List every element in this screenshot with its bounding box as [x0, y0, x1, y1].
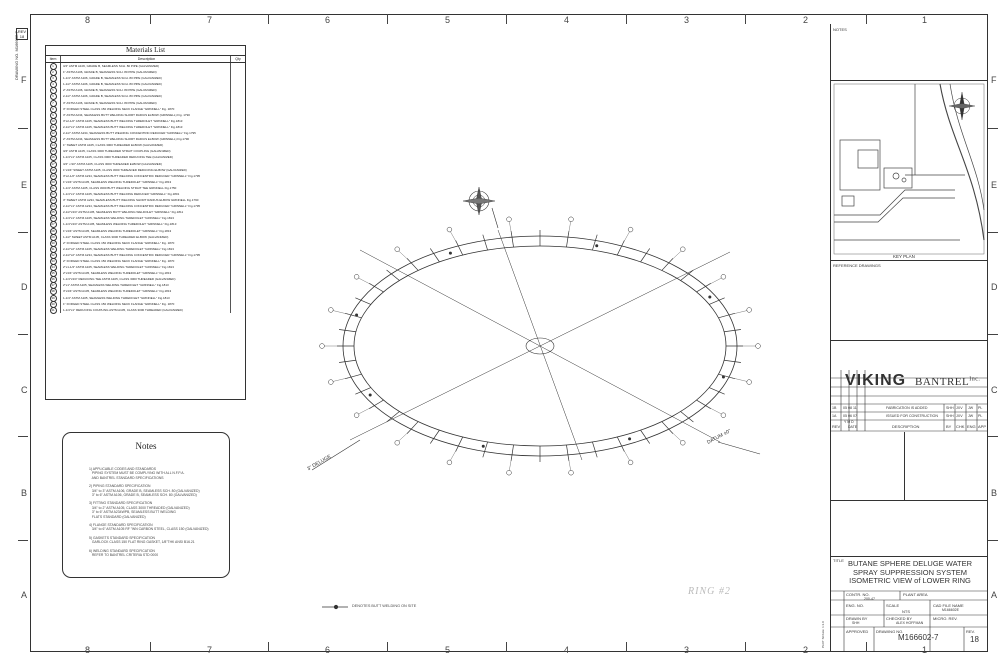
- callout-bubble: [756, 344, 761, 349]
- item-number-bubble: 10: [51, 118, 55, 123]
- callout-leader: [671, 431, 681, 441]
- rev-header-chk: CHK: [956, 424, 965, 429]
- rev-header-by: BY: [946, 424, 952, 429]
- ring-tick-mark: [592, 235, 597, 250]
- materials-description: 2"x1-1/4" ASTM A105, SEAMLESS WELDING THREDOLET "GRINNELL" Fig.1813: [61, 264, 231, 270]
- revision-app: PL: [978, 406, 983, 410]
- drawing-no-label: DRAWING NO.: [876, 629, 904, 634]
- rev-header-date: DATE: [848, 425, 858, 429]
- zone-letter: C: [991, 385, 998, 395]
- drawn-by-label: DRAWN BY: [846, 616, 868, 621]
- panel-rule: [830, 556, 988, 557]
- revision-eng: JW: [968, 414, 974, 418]
- side-drawing-number: DRAWING NO. M166602-7: [14, 31, 19, 80]
- item-number-bubble: 1: [50, 63, 57, 70]
- callout-bubble: [328, 380, 333, 385]
- contract-no-value: 200-47: [864, 597, 875, 601]
- col-description-header: Description: [61, 56, 231, 62]
- item-number-bubble: 3: [50, 75, 57, 82]
- item-number-bubble: 34: [51, 265, 55, 270]
- scale-value: NTS: [902, 609, 910, 614]
- materials-description: 2-1/2"x2" ASTM A105, SEAMLESS WELDING THREDOLET "GRINNELL" Fig.1813: [61, 246, 231, 252]
- zone-number: 6: [325, 15, 331, 25]
- zone-number: 8: [85, 645, 91, 655]
- materials-description: 2" ASTM A234, SEAMLESS BUTT WELDING SHORT RADIUS ELBOW (GRINNELL) Fig.1790: [61, 136, 231, 142]
- checked-by-value: ALEX HOFFMAN: [896, 621, 924, 625]
- callout-bubble: [447, 227, 452, 232]
- item-number-bubble: 2: [50, 69, 57, 76]
- key-plan-label: KEY PLAN: [893, 254, 915, 259]
- materials-description: 3" ASTM A106, GRADE B, SEAMLESS SCH. 80 PIPE (GALVANIZED): [61, 100, 231, 106]
- callout-bubble: [721, 274, 726, 279]
- notes-title: Notes: [135, 441, 157, 451]
- callout-bubble: [447, 460, 452, 465]
- callout-leader: [671, 251, 681, 261]
- col-item-header: Item: [46, 56, 61, 62]
- materials-description: 2-1/2" ASTM A234, SEAMLESS BUTT WELDING CONCENTRIC REDUCER "GRINNELL" Fig.1795: [61, 130, 231, 136]
- zone-number: 3: [684, 645, 690, 655]
- materials-description: 1"x3/4" SWEET ASTM A105, CLASS 3000 THREADED REDUCING ELBOW (GALVANIZED): [61, 167, 231, 173]
- materials-description: 2-1/2"x1" ASTM A234, SEAMLESS BUTT WELDING CONCENTRIC REDUCER "GRINNELL" Fig.1795: [61, 203, 231, 209]
- note-item: 3) FITTING STANDARD SPECIFICATION 3/4" to 2" ASTM A105, CLASS 3000 THREADED (GALVANIZED) 3" to 6" ASTM A234WPB, SEAMLESS BUTT WELDING FLATS STANDARD (GALVANIZED): [89, 501, 190, 519]
- zone-number: 7: [207, 645, 213, 655]
- item-number-bubble: 22: [51, 191, 55, 196]
- callout-leader: [732, 311, 747, 315]
- materials-description: 1-1/4"x3/4" ASTM A105, SEAMLESS WELDING THREDOLET "GRINNELL" Fig.1813: [61, 221, 231, 227]
- butt-weld-dot: [722, 376, 725, 379]
- butt-weld-dot: [355, 313, 358, 316]
- materials-description: 2" FORGED STEEL CLASS 150 WELDING NECK FLANGE "GRINNELL" Fig. 1870: [61, 258, 231, 264]
- callout-bubble: [569, 217, 574, 222]
- plant-area-label: PLANT AREA: [903, 592, 928, 597]
- rev-header-eng: ENG: [967, 424, 976, 429]
- note-item: 6) WELDING STANDARD SPECIFICATION REFER TO BANTREL CRITERIA STD 0000: [89, 548, 159, 557]
- item-number-bubble: 14: [51, 143, 55, 148]
- panel-rule: [830, 340, 988, 341]
- revision-chk: JXV: [956, 414, 963, 418]
- riser-label: 3" DELUGE: [306, 453, 333, 473]
- zone-number: 8: [85, 15, 91, 25]
- zone-letter: B: [991, 488, 998, 498]
- callout-leader: [358, 278, 371, 285]
- item-number-bubble: 16: [51, 155, 55, 160]
- zone-letter: E: [21, 180, 28, 190]
- revision-by: SHH: [946, 406, 954, 410]
- zone-number: 3: [684, 15, 690, 25]
- callout-leader: [708, 407, 721, 414]
- revision-desc: ISSUED FOR CONSTRUCTION: [886, 414, 938, 418]
- zone-number: 1: [922, 645, 928, 655]
- butt-weld-dot: [482, 445, 485, 448]
- callout-bubble: [628, 227, 633, 232]
- butt-weld-dot: [449, 252, 452, 255]
- materials-list-title: Materials List: [46, 46, 245, 56]
- callout-leader: [358, 407, 371, 414]
- ring-tick-mark: [430, 430, 439, 443]
- item-number-bubble: 30: [51, 240, 55, 245]
- ring-tick-mark: [592, 442, 597, 457]
- zone-letter: A: [21, 590, 28, 600]
- note-item: 2) PIPING STANDARD SPECIFICATION 3/4" to 3" ASTM A106, GRADE B, SEAMLESS SCH. 80 (GALVANIZED) 3" to 6" ASTM A106, GRADE B, SEAMLESS SCH. 80 (GALVANIZED): [89, 484, 200, 497]
- materials-description: 1-1/4" ASTM A105, CLASS 3000 BUTT WELDING STRAIT TEE GRINNELL Fig.1750: [61, 185, 231, 191]
- drawing-title: [832, 560, 988, 586]
- materials-description: 3" SWEET ASTM A234, SEAMLESS BUTT WELDING SHORT RADIUS ELBOW GRINNELL Fig.1790: [61, 197, 231, 203]
- materials-description: 1-1/2" SWEET ASTM A105, CLASS 3000 THREADED ELBOW (GALVANIZED): [61, 234, 231, 240]
- item-number-bubble: 27: [51, 222, 55, 227]
- item-number-bubble: 7: [50, 100, 57, 107]
- panel-rule: [904, 432, 905, 500]
- materials-description: 1-1/4"x1" ASTM A105, SEAMLESS WELDING THREDOLET "GRINNELL" Fig.1813: [61, 215, 231, 221]
- callout-bubble: [354, 274, 359, 279]
- zone-letter: F: [21, 75, 27, 85]
- zone-number: 4: [564, 645, 570, 655]
- materials-description: 1-1/4"x3/4" REDUCING TEE ASTM A105, CLASS 3000 THREADED (GALVANIZED): [61, 276, 231, 282]
- rev-header-ymd: Y M D: [844, 420, 854, 424]
- legend-butt-weld: DENOTES BUTT WELDING ON SITE: [352, 604, 417, 608]
- drawing-no-value: M166602-7: [898, 633, 939, 642]
- materials-description: 3" FORGED STEEL CLASS 150 WELDING NECK FLANGE "GRINNELL" Fig. 1870: [61, 106, 231, 112]
- item-number-bubble: 28: [51, 228, 55, 233]
- callout-leader: [732, 378, 747, 382]
- callout-leader: [509, 458, 511, 471]
- materials-description: 3/4" x 90° ASTM A105, CLASS 3000 THREADED ELBOW (GALVANIZED): [61, 161, 231, 167]
- materials-description: 3" ASTM A234, SEAMLESS BUTT WELDING SHORT RADIUS ELBOW (GRINNELL) Fig. 1790: [61, 112, 231, 118]
- note-item: 1) APPLICABLE CODES AND STANDARDS PIPING SYSTEM MUST BE COMPLYING WITH ALL N.F.P.A. AND BANTREL STANDARD SPECIFICATIONS: [89, 467, 185, 480]
- drawn-by-value: SHH: [852, 621, 860, 625]
- zone-number: 1: [922, 15, 928, 25]
- title-line-2: SPRAY SUPPRESSION SYSTEM: [853, 567, 967, 577]
- title-label: TITLE: [833, 558, 844, 563]
- callout-bubble: [507, 217, 512, 222]
- callout-leader: [623, 449, 630, 461]
- revision-date: 05 08 11: [843, 406, 857, 410]
- item-number-bubble: 31: [51, 246, 55, 251]
- callout-leader: [399, 251, 409, 261]
- materials-description: 1" FORGED STEEL CLASS 150 WELDING NECK FLANGE "GRINNELL" Fig. 1870: [61, 301, 231, 307]
- callout-bubble: [507, 470, 512, 475]
- revision-eng: JW: [968, 406, 974, 410]
- callout-bubble: [721, 413, 726, 418]
- datum-label: DATUM ±0": [706, 428, 732, 446]
- zone-number: 7: [207, 15, 213, 25]
- item-number-bubble: 39: [51, 295, 55, 300]
- ring-tick-mark: [641, 430, 650, 443]
- materials-description: 3/4" ASTM A106, GRADE B, SEAMLESS SCH. 80 PIPE (GALVANIZED): [61, 63, 231, 69]
- panel-rule: [830, 500, 988, 501]
- zone-letter: A: [991, 590, 998, 600]
- item-number-bubble: 13: [51, 137, 55, 142]
- item-number-bubble: 15: [51, 149, 55, 154]
- butt-weld-dot: [595, 244, 598, 247]
- callout-leader: [568, 221, 570, 234]
- callout-leader: [509, 221, 511, 234]
- zone-number: 2: [803, 15, 809, 25]
- revision-rev: 1B: [832, 406, 837, 410]
- north-arrow-icon: [463, 187, 495, 215]
- side-plot-scale: PLOT SCALE: 1:1.0: [821, 621, 825, 648]
- materials-description: 2-1/2" ASTM A106, GRADE B, SEAMLESS SCH. 80 PIPE (GALVANIZED): [61, 93, 231, 99]
- materials-description: 1"x3/4" ASTM A105, SEAMLESS WELDING THREDOLET "GRINNELL" Fig.1813: [61, 179, 231, 185]
- callout-leader: [450, 231, 457, 243]
- callout-bubble: [328, 308, 333, 313]
- item-number-bubble: 40: [51, 301, 55, 306]
- callout-leader: [623, 231, 630, 243]
- item-number-bubble: 9: [50, 112, 57, 119]
- micro-rev-label: MICRO. REV.: [933, 616, 958, 621]
- materials-description: 1" ASTM A106, GRADE B, SEAMLESS SCH. 80 PIPE (GALVANIZED): [61, 69, 231, 75]
- ring-tick-mark: [641, 248, 650, 261]
- checked-by-label: CHECKED BY: [886, 616, 913, 621]
- materials-description: 2"x3/4" ASTM A105, SEAMLESS WELDING THREDOLET "GRINNELL" Fig.1813: [61, 270, 231, 276]
- reference-drawings-label: REFERENCE DRAWINGS: [833, 263, 881, 268]
- butt-weld-dot: [628, 437, 631, 440]
- item-number-bubble: 21: [51, 185, 55, 190]
- bantrel-logo: $BANTREL^{Inc.}$: [915, 376, 981, 388]
- panel-rule: [830, 80, 988, 81]
- callout-bubble: [628, 460, 633, 465]
- scale-label: SCALE: [886, 603, 900, 608]
- rev-header-description: DESCRIPTION: [892, 424, 920, 429]
- materials-description: 2"x1" ASTM A105, SEAMLESS WELDING THREDOLET "GRINNELL" Fig.1813: [61, 282, 231, 288]
- materials-description: 3/4" ASTM A105, CLASS 3000 THREADED STRAIT COUPLING (GALVANIZED): [61, 148, 231, 154]
- callout-leader: [333, 378, 348, 382]
- materials-description: 1-1/4"x1" ASTM A105, SEAMLESS BUTT WELDING REDUCER "GRINNELL" Fig.1801: [61, 191, 231, 197]
- item-number-bubble: 12: [51, 131, 55, 136]
- callout-leader: [333, 311, 348, 315]
- revision-desc: FABRICATION IS ADDED: [886, 406, 928, 410]
- callout-bubble: [320, 344, 325, 349]
- note-item: 4) FLANGE STANDARD SPECIFICATION 3/4" to 6" ASTM A105 RF "WN CARBON STEEL, CLASS 150 (GALVANIZED): [89, 523, 209, 532]
- rev-value: 18: [970, 635, 979, 644]
- butt-weld-dot: [369, 393, 372, 396]
- item-number-bubble: 8: [50, 106, 57, 113]
- zone-letter: D: [21, 282, 28, 292]
- title-line-1: BUTANE SPHERE DELUGE WATER: [847, 559, 973, 568]
- note-item: 5) GASKETS STANDARD SPECIFICATION GARLOCK CLASS 150 FLAT RING GASKET, 1/8"THK ANSI B16.21: [89, 535, 195, 545]
- col-qty-header: Qty: [235, 57, 241, 61]
- item-number-bubble: 26: [51, 216, 55, 221]
- revision-rev: 1A: [832, 414, 837, 418]
- materials-description: 1-1/2" ASTM A106, GRADE B, SEAMLESS SCH. 80 PIPE (GALVANIZED): [61, 81, 231, 87]
- approved-label: APPROVED: [846, 629, 869, 634]
- butt-weld-dot: [708, 296, 711, 299]
- viking-logo: VIKING: [845, 372, 907, 389]
- ring-tick-mark: [724, 360, 741, 362]
- callout-bubble: [747, 308, 752, 313]
- zone-number: 5: [445, 15, 451, 25]
- item-number-bubble: 4: [50, 81, 57, 88]
- materials-description: 2-1/2"x1" ASTM A105, SEAMLESS BUTT WELDING THREDOLET "GRINNELL" Fig.1813: [61, 124, 231, 130]
- right-panel-divider: [830, 24, 831, 652]
- ring-tick-mark: [339, 360, 356, 362]
- materials-description: 2-1/2"x3/4" ASTM A105, SEAMLESS BUTT WELDING WELDOLET "GRINNELL" Fig.1811: [61, 209, 231, 215]
- callout-leader: [399, 431, 409, 441]
- callout-leader: [568, 458, 570, 471]
- zone-letter: B: [21, 488, 28, 498]
- panel-rule: [830, 260, 988, 261]
- item-number-bubble: 36: [51, 277, 55, 282]
- revision-date: 05 06 07: [843, 414, 857, 418]
- materials-description: 3"x2-1/2" ASTM A234, SEAMLESS BUTT WELDING CONCENTRIC REDUCER "GRINNELL" Fig.1795: [61, 173, 231, 179]
- callout-bubble: [354, 413, 359, 418]
- zone-letter: E: [991, 180, 998, 190]
- item-number-bubble: 25: [51, 210, 55, 215]
- item-number-bubble: 17: [51, 161, 55, 166]
- item-number-bubble: 35: [51, 271, 55, 276]
- ring-watermark: RING #2: [688, 586, 731, 597]
- revision-chk: JXV: [956, 406, 963, 410]
- materials-description: 1-1/4"x1" ASTM A105, CLASS 3000 THREADED REDUCING TEE (GALVANIZED): [61, 154, 231, 160]
- callout-bubble: [747, 380, 752, 385]
- zone-number: 6: [325, 645, 331, 655]
- item-number-bubble: 23: [51, 198, 55, 203]
- item-number-bubble: 38: [51, 289, 55, 294]
- materials-description: 3"x3/4" ASTM A105, SEAMLESS WELDING THREDOLET "GRINNELL" Fig.1813: [61, 288, 231, 294]
- item-number-bubble: 11: [51, 124, 55, 129]
- zone-number: 4: [564, 15, 570, 25]
- materials-description: 1" SWEET ASTM A105, CLASS 3000 THREADED ELBOW (GALVANIZED): [61, 142, 231, 148]
- revision-table: [830, 370, 988, 432]
- rev-header-rev: REV: [832, 424, 841, 429]
- ring-tick-mark: [709, 388, 724, 395]
- rev-header-app: APP: [978, 424, 987, 429]
- callout-bubble: [569, 470, 574, 475]
- ring-tick-mark: [355, 388, 370, 395]
- zone-letter: F: [991, 75, 997, 85]
- panel-notes-label: NOTES: [833, 27, 847, 32]
- item-number-bubble: 32: [51, 252, 55, 257]
- zone-number: 2: [803, 645, 809, 655]
- ring-tick-mark: [430, 248, 439, 261]
- materials-description: 1"x3/4" ASTM A105, SEAMLESS WELDING THREDOLET "GRINNELL" Fig.1813: [61, 228, 231, 234]
- revision-by: SHH: [946, 414, 954, 418]
- item-number-bubble: 29: [51, 234, 55, 239]
- cad-file-label: CAD FILE NAME: [933, 603, 964, 608]
- zone-letter: D: [991, 282, 998, 292]
- item-number-bubble: 37: [51, 283, 55, 288]
- cad-file-value: M166602E: [942, 608, 959, 612]
- callout-leader: [450, 449, 457, 461]
- revision-app: PL: [978, 414, 983, 418]
- eng-no-label: ENG. NO.: [846, 603, 865, 608]
- ring-tick-mark: [724, 329, 741, 331]
- zone-letter: C: [21, 385, 28, 395]
- ring-tick-mark: [339, 329, 356, 331]
- item-number-bubble: 41: [51, 307, 55, 312]
- item-number-bubble: 19: [51, 173, 55, 178]
- ring-tick-mark: [483, 442, 488, 457]
- key-plan-north-icon: [949, 92, 975, 120]
- callout-leader: [708, 278, 721, 285]
- contract-no-label: CONTR. NO.: [846, 592, 870, 597]
- materials-description: 2" FORGED STEEL CLASS 150 WELDING NECK FLANGE "GRINNELL" Fig. 1870: [61, 240, 231, 246]
- ring-tick-mark: [355, 298, 370, 305]
- item-number-bubble: 18: [51, 167, 55, 172]
- item-number-bubble: 20: [51, 179, 55, 184]
- title-line-3: ISOMETRIC VIEW of LOWER RING: [849, 576, 971, 585]
- item-number-bubble: 24: [51, 204, 55, 209]
- item-number-bubble: 5: [50, 87, 57, 94]
- rev-label: REV.: [966, 629, 975, 634]
- zone-number: 5: [445, 645, 451, 655]
- materials-description: 1-1/4" ASTM A105, SEAMLESS WELDING THREDOLET "GRINNELL" Fig.1813: [61, 295, 231, 301]
- rev-corner: REV 18: [17, 29, 27, 39]
- materials-description: 1-1/4" ASTM A106, GRADE B, SEAMLESS SCH. 80 PIPE (GALVANIZED): [61, 75, 231, 81]
- materials-description: 2" ASTM A106, GRADE B, SEAMLESS SCH. 80 PIPE (GALVANIZED): [61, 87, 231, 93]
- ring-tick-mark: [709, 298, 724, 305]
- item-number-bubble: 33: [51, 259, 55, 263]
- item-number-bubble: 6: [50, 93, 57, 100]
- materials-description: 1-1/4"x1" REDUCING COUPLING ASTM A105, CLASS 3000 THREADED (GALVANIZED): [61, 307, 231, 313]
- materials-description: 2-1/2"x2" ASTM A234, SEAMLESS BUTT WELDING CONCENTRIC REDUCER "GRINNELL" Fig.1795: [61, 252, 231, 258]
- materials-description: 3"x2-1/2" ASTM A105, SEAMLESS BUTT WELDING THREDOLET "GRINNELL" Fig.1813: [61, 118, 231, 124]
- ring-tick-mark: [483, 235, 488, 250]
